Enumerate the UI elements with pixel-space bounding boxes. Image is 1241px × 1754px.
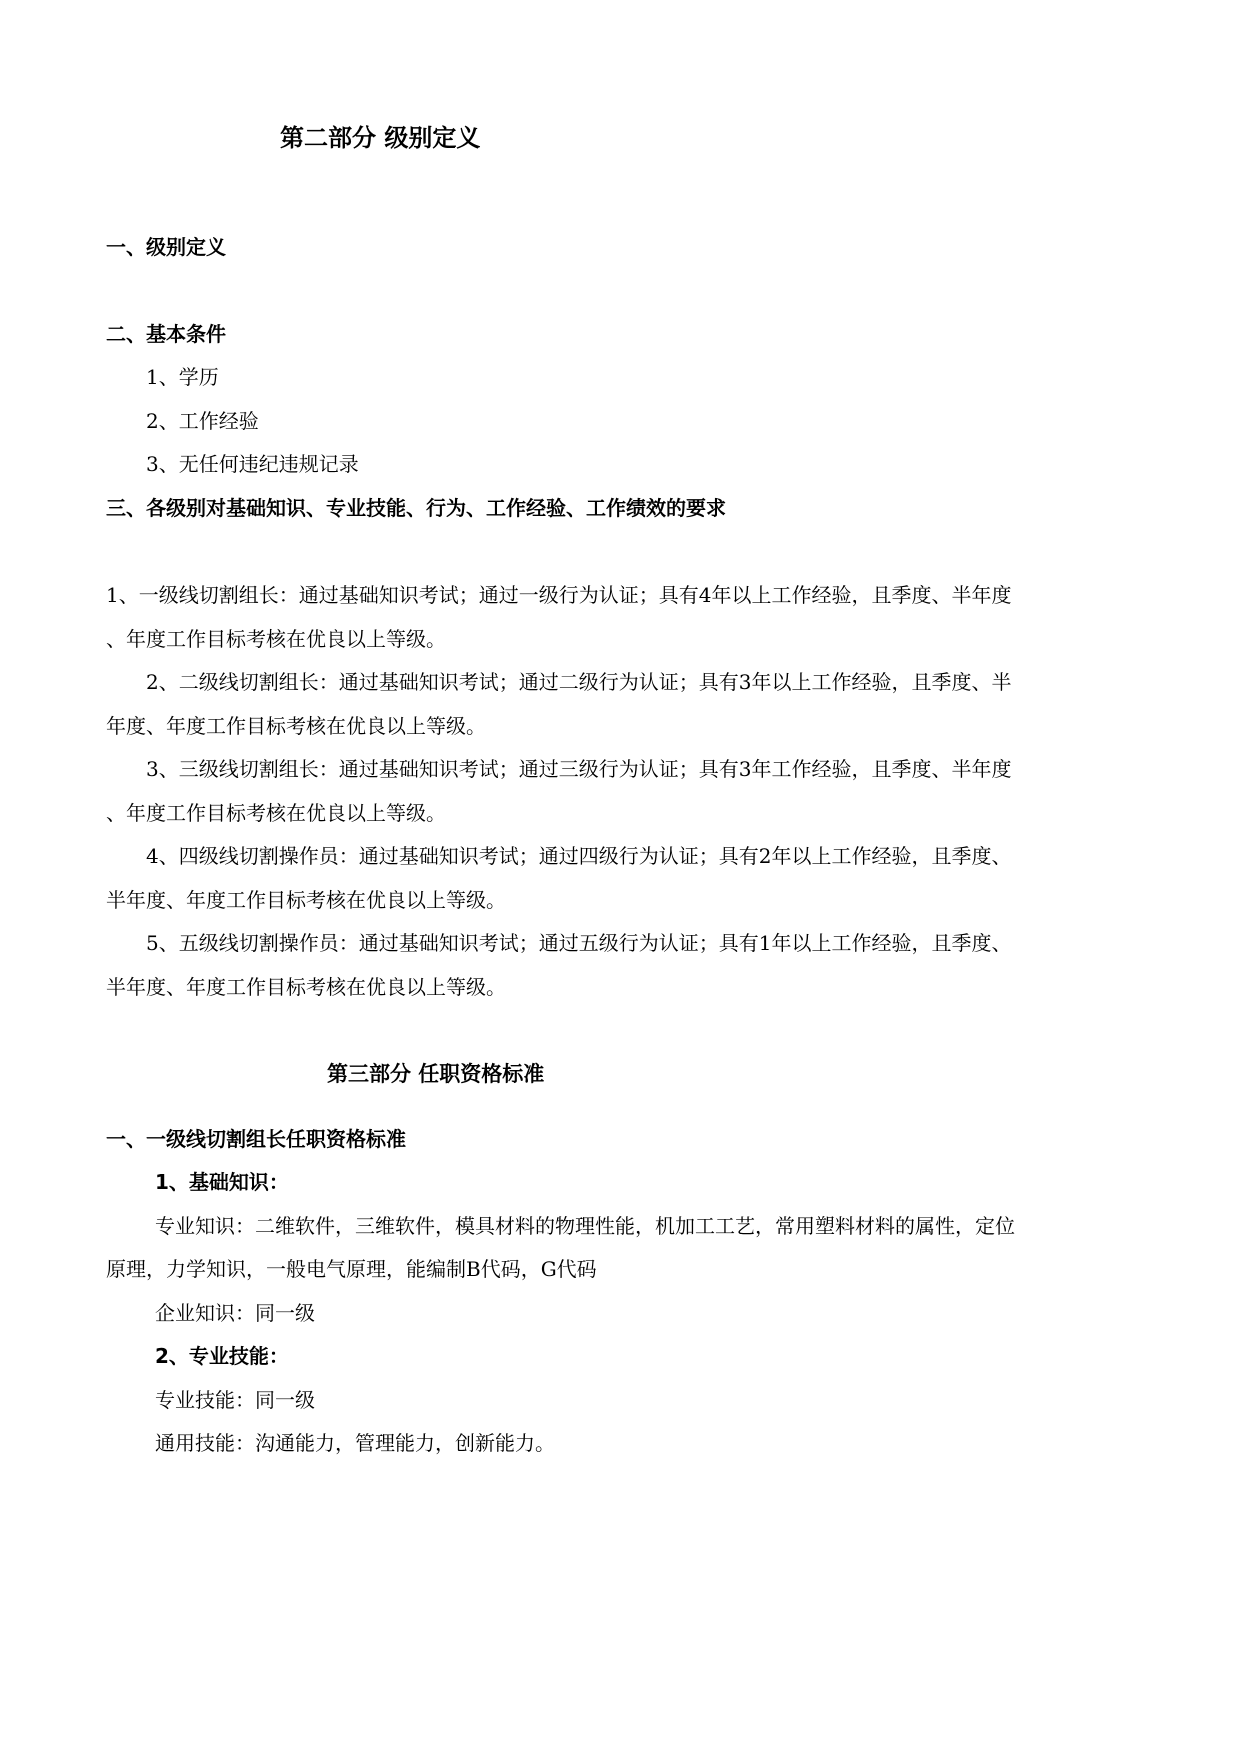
requirement-line: 5、五级线切割操作员：通过基础知识考试；通过五级行为认证；具有1年以上工作经验，且季度、	[146, 931, 1012, 955]
section-basic-conditions-heading: 二、基本条件	[106, 322, 226, 346]
requirement-line: 1、一级线切割组长：通过基础知识考试；通过一级行为认证；具有4年以上工作经验，且季度、半年度	[106, 583, 1012, 607]
part-three-title: 第三部分 任职资格标准	[327, 1062, 545, 1086]
basic-knowledge-heading: 1、基础知识：	[155, 1170, 289, 1194]
section-level-one-standard-heading: 一、一级线切割组长任职资格标准	[106, 1127, 406, 1151]
requirement-line: 年度、年度工作目标考核在优良以上等级。	[106, 714, 486, 738]
requirement-line: 半年度、年度工作目标考核在优良以上等级。	[106, 888, 506, 912]
requirement-line: 、年度工作目标考核在优良以上等级。	[106, 801, 446, 825]
professional-skills-line: 专业技能：同一级	[155, 1388, 315, 1412]
condition-item: 2、工作经验	[146, 409, 259, 433]
section-level-definition-heading: 一、级别定义	[106, 235, 226, 259]
professional-skills-heading: 2、专业技能：	[155, 1344, 289, 1368]
requirement-line: 半年度、年度工作目标考核在优良以上等级。	[106, 975, 506, 999]
requirement-line: 4、四级线切割操作员：通过基础知识考试；通过四级行为认证；具有2年以上工作经验，且季度、	[146, 844, 1012, 868]
part-two-title: 第二部分 级别定义	[280, 124, 481, 152]
condition-item: 1、学历	[146, 365, 219, 389]
professional-knowledge-line: 原理，力学知识，一般电气原理，能编制B代码，G代码	[106, 1257, 597, 1281]
enterprise-knowledge-line: 企业知识：同一级	[155, 1301, 315, 1325]
requirement-line: 2、二级线切割组长：通过基础知识考试；通过二级行为认证；具有3年以上工作经验，且季度、半	[146, 670, 1012, 694]
general-skills-line: 通用技能：沟通能力，管理能力，创新能力。	[155, 1431, 555, 1455]
condition-item: 3、无任何违纪违规记录	[146, 452, 359, 476]
professional-knowledge-line: 专业知识：二维软件，三维软件，模具材料的物理性能，机加工工艺，常用塑料材料的属性，定位	[155, 1214, 1015, 1238]
requirement-line: 3、三级线切割组长：通过基础知识考试；通过三级行为认证；具有3年工作经验，且季度、半年度	[146, 757, 1012, 781]
requirement-line: 、年度工作目标考核在优良以上等级。	[106, 627, 446, 651]
section-requirements-heading: 三、各级别对基础知识、专业技能、行为、工作经验、工作绩效的要求	[106, 496, 726, 520]
